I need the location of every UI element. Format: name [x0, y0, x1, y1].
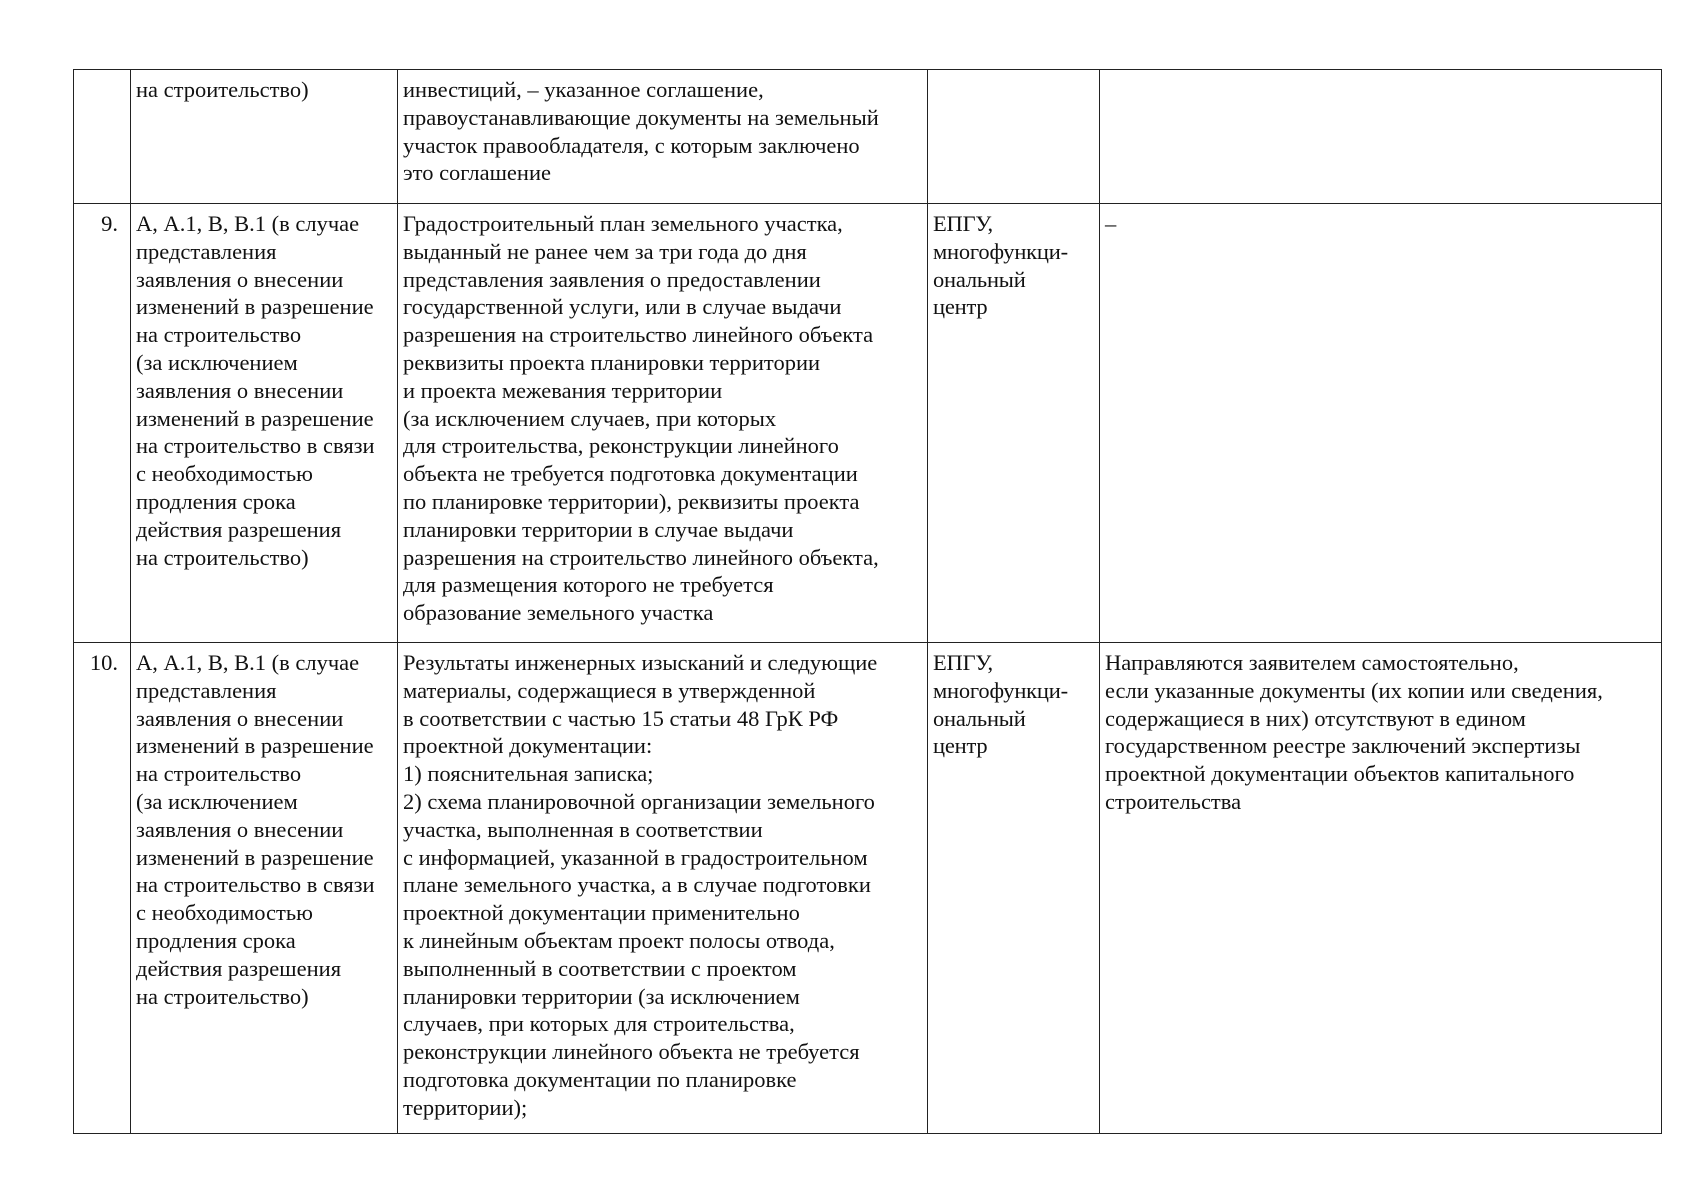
applicants-cell	[131, 643, 398, 1134]
note-text	[1100, 70, 1661, 76]
note-cell	[1100, 643, 1662, 1134]
row-number: 10.	[89, 650, 118, 675]
source-text: ЕПГУ, многофункци- ональный центр	[933, 650, 1068, 759]
document-text: инвестиций, – указанное соглашение, правоустанавливающие документы на земельный участок правообладателя, с которым заключено это соглашение	[403, 77, 879, 186]
note-text: Направляются заявителем самостоятельно, если указанные документы (их копии или сведения, содержащиеся в них) отсутствуют в едином государственном реестре заключений экспертизы проектной документации объектов капитального строительства	[1105, 650, 1603, 814]
note-text: –	[1105, 211, 1117, 236]
document-cell	[398, 204, 928, 643]
note-cell	[1100, 70, 1662, 204]
applicants-text: А, А.1, В, В.1 (в случае представления заявления о внесении изменений в разрешение на строительство (за исключением заявления о внесении изменений в разрешение на строительство в связи с необходимостью продления срока действия разрешения на строительство)	[136, 650, 375, 1009]
applicants-text: А, А.1, В, В.1 (в случае представления заявления о внесении изменений в разрешение на строительство (за исключением заявления о внесении изменений в разрешение на строительство в связи с необходимостью продления срока действия разрешения на строительство)	[136, 211, 375, 570]
document-text: Градостроительный план земельного участка, выданный не ранее чем за три года до дня представления заявления о предоставлении государственной услуги, или в случае выдачи разрешения на строительство линейного объекта реквизиты проекта планировки территории и проекта межевания территории (за исключением случаев, при которых для строительства, реконструкции линейного объекта не требуется подготовка документации по планировке территории), реквизиты проекта планировки территории в случае выдачи разрешения на строительство линейного объекта, для размещения которого не требуется образование земельного участка	[403, 211, 879, 626]
table-row	[74, 643, 1662, 1134]
row-number: 9.	[101, 211, 118, 236]
source-text	[928, 70, 1099, 76]
source-cell	[928, 204, 1100, 643]
applicants-cell	[131, 70, 398, 204]
document-cell	[398, 70, 928, 204]
applicants-cell	[131, 204, 398, 643]
table-row	[74, 204, 1662, 643]
documents-table	[73, 69, 1662, 1134]
note-cell	[1100, 204, 1662, 643]
document-text: Результаты инженерных изысканий и следующие материалы, содержащиеся в утвержденной в соответствии с частью 15 статьи 48 ГрК РФ проектной документации: 1) пояснительная записка; 2) схема планировочной организации земельного участка, выполненная в соответствии с информацией, указанной в градостроительном плане земельного участка, а в случае подготовки проектной документации применительно к линейным объектам проект полосы отвода, выполненный в соответствии с проектом планировки территории (за исключением случаев, при которых для строительства, реконструкции линейного объекта не требуется подготовка документации по планировке территории);	[403, 650, 878, 1120]
document-cell	[398, 643, 928, 1134]
source-cell	[928, 70, 1100, 204]
table-row	[74, 70, 1662, 204]
row-number-cell	[74, 204, 131, 643]
source-cell	[928, 643, 1100, 1134]
row-number-cell	[74, 70, 131, 204]
applicants-text: на строительство)	[136, 77, 309, 102]
source-text: ЕПГУ, многофункци- ональный центр	[933, 211, 1068, 320]
row-number-cell	[74, 643, 131, 1134]
row-number	[74, 70, 130, 76]
